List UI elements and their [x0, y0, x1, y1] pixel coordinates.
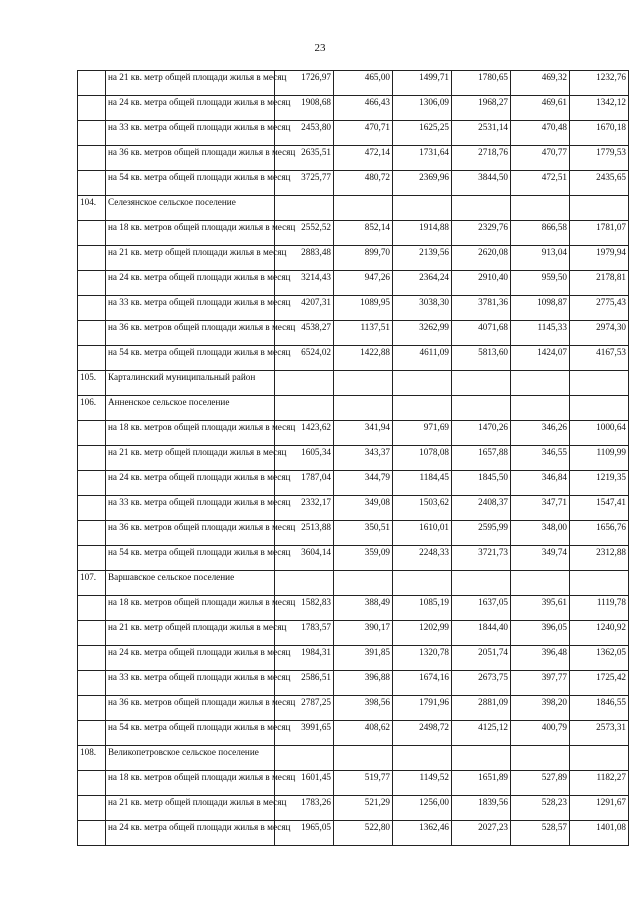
value-cell-1 — [275, 571, 334, 596]
value-cell-2: 472,14 — [334, 146, 393, 171]
area-description: на 24 кв. метра общей площади жилья в месяц — [106, 271, 275, 296]
row-number — [78, 321, 106, 346]
value-cell-1 — [275, 371, 334, 396]
area-description: на 21 кв. метр общей площади жилья в месяц — [106, 246, 275, 271]
value-cell-5 — [511, 396, 570, 421]
area-description: на 18 кв. метров общей площади жилья в месяц — [106, 771, 275, 796]
value-cell-1: 1783,57 — [275, 621, 334, 646]
settlement-name: Карталинский муниципальный район — [106, 371, 275, 396]
value-cell-1: 1605,34 — [275, 446, 334, 471]
value-cell-1: 1984,31 — [275, 646, 334, 671]
row-number — [78, 271, 106, 296]
area-description: на 33 кв. метра общей площади жилья в месяц — [106, 296, 275, 321]
value-cell-4 — [452, 196, 511, 221]
value-cell-4: 3721,73 — [452, 546, 511, 571]
value-cell-4: 2027,23 — [452, 821, 511, 846]
settlement-name: Великопетровское сельское поселение — [106, 746, 275, 771]
settlement-name: Анненское сельское поселение — [106, 396, 275, 421]
value-cell-5: 346,84 — [511, 471, 570, 496]
value-cell-4: 1657,88 — [452, 446, 511, 471]
value-cell-6: 1846,55 — [570, 696, 629, 721]
value-cell-5: 527,89 — [511, 771, 570, 796]
area-description: на 36 кв. метров общей площади жилья в месяц — [106, 146, 275, 171]
value-cell-3 — [393, 571, 452, 596]
value-cell-4 — [452, 571, 511, 596]
value-cell-4: 2531,14 — [452, 121, 511, 146]
value-cell-3: 1078,08 — [393, 446, 452, 471]
table-row — [78, 171, 629, 196]
value-cell-3 — [393, 196, 452, 221]
area-description: на 54 кв. метра общей площади жилья в месяц — [106, 721, 275, 746]
value-cell-6: 1240,92 — [570, 621, 629, 646]
value-cell-3: 1791,96 — [393, 696, 452, 721]
value-cell-3: 1320,78 — [393, 646, 452, 671]
value-cell-2: 344,79 — [334, 471, 393, 496]
table-row — [78, 446, 629, 471]
value-cell-2: 899,70 — [334, 246, 393, 271]
value-cell-6: 1000,64 — [570, 421, 629, 446]
value-cell-5: 398,20 — [511, 696, 570, 721]
settlement-name: Варшавское сельское поселение — [106, 571, 275, 596]
value-cell-5: 528,57 — [511, 821, 570, 846]
value-cell-2: 465,00 — [334, 71, 393, 96]
row-number: 107. — [78, 571, 106, 596]
table-row — [78, 71, 629, 96]
table-row — [78, 321, 629, 346]
value-cell-4: 4071,68 — [452, 321, 511, 346]
row-number: 106. — [78, 396, 106, 421]
value-cell-4: 1637,05 — [452, 596, 511, 621]
value-cell-3: 1610,01 — [393, 521, 452, 546]
value-cell-6: 1362,05 — [570, 646, 629, 671]
value-cell-2: 470,71 — [334, 121, 393, 146]
value-cell-6: 1779,53 — [570, 146, 629, 171]
value-cell-1: 1582,83 — [275, 596, 334, 621]
value-cell-2: 522,80 — [334, 821, 393, 846]
value-cell-5: 346,26 — [511, 421, 570, 446]
value-cell-2 — [334, 571, 393, 596]
value-cell-3: 1362,46 — [393, 821, 452, 846]
area-description: на 24 кв. метра общей площади жилья в месяц — [106, 96, 275, 121]
value-cell-2 — [334, 746, 393, 771]
row-number — [78, 71, 106, 96]
value-cell-1 — [275, 746, 334, 771]
value-cell-6: 1725,42 — [570, 671, 629, 696]
value-cell-6: 2573,31 — [570, 721, 629, 746]
tariff-table — [77, 70, 629, 846]
value-cell-1: 1783,26 — [275, 796, 334, 821]
row-number — [78, 521, 106, 546]
value-cell-1: 2513,88 — [275, 521, 334, 546]
value-cell-2: 349,08 — [334, 496, 393, 521]
value-cell-6 — [570, 746, 629, 771]
area-description: на 24 кв. метра общей площади жилья в месяц — [106, 821, 275, 846]
value-cell-4: 2910,40 — [452, 271, 511, 296]
row-number — [78, 246, 106, 271]
value-cell-1: 1726,97 — [275, 71, 334, 96]
value-cell-4: 2620,08 — [452, 246, 511, 271]
value-cell-1: 4538,27 — [275, 321, 334, 346]
area-description: на 33 кв. метра общей площади жилья в месяц — [106, 121, 275, 146]
value-cell-5: 470,77 — [511, 146, 570, 171]
value-cell-1: 6524,02 — [275, 346, 334, 371]
value-cell-1: 1787,04 — [275, 471, 334, 496]
value-cell-1: 2883,48 — [275, 246, 334, 271]
value-cell-6: 2775,43 — [570, 296, 629, 321]
value-cell-5: 397,77 — [511, 671, 570, 696]
value-cell-6: 1547,41 — [570, 496, 629, 521]
row-number — [78, 496, 106, 521]
value-cell-3 — [393, 371, 452, 396]
table-row — [78, 646, 629, 671]
row-number — [78, 646, 106, 671]
area-description: на 33 кв. метра общей площади жилья в месяц — [106, 496, 275, 521]
table-row — [78, 521, 629, 546]
value-cell-6 — [570, 571, 629, 596]
value-cell-4 — [452, 746, 511, 771]
area-description: на 21 кв. метр общей площади жилья в месяц — [106, 446, 275, 471]
value-cell-1: 1601,45 — [275, 771, 334, 796]
value-cell-3: 1914,88 — [393, 221, 452, 246]
value-cell-5: 528,23 — [511, 796, 570, 821]
row-number — [78, 596, 106, 621]
value-cell-2: 408,62 — [334, 721, 393, 746]
area-description: на 36 кв. метров общей площади жилья в месяц — [106, 521, 275, 546]
table-row — [78, 796, 629, 821]
value-cell-2: 343,37 — [334, 446, 393, 471]
table-row — [78, 146, 629, 171]
table-row — [78, 621, 629, 646]
row-number — [78, 146, 106, 171]
value-cell-5 — [511, 571, 570, 596]
value-cell-2: 359,09 — [334, 546, 393, 571]
value-cell-2: 1089,95 — [334, 296, 393, 321]
table-row — [78, 421, 629, 446]
area-description: на 54 кв. метра общей площади жилья в месяц — [106, 346, 275, 371]
area-description: на 21 кв. метр общей площади жилья в месяц — [106, 71, 275, 96]
area-description: на 36 кв. метров общей площади жилья в месяц — [106, 696, 275, 721]
value-cell-3 — [393, 396, 452, 421]
value-cell-3: 1674,16 — [393, 671, 452, 696]
value-cell-2: 341,94 — [334, 421, 393, 446]
value-cell-5: 1145,33 — [511, 321, 570, 346]
value-cell-2: 1422,88 — [334, 346, 393, 371]
row-number — [78, 621, 106, 646]
table-row — [78, 346, 629, 371]
value-cell-4: 1968,27 — [452, 96, 511, 121]
value-cell-1: 2453,80 — [275, 121, 334, 146]
value-cell-4: 2881,09 — [452, 696, 511, 721]
table-row — [78, 471, 629, 496]
value-cell-5: 469,32 — [511, 71, 570, 96]
row-number — [78, 446, 106, 471]
row-number — [78, 771, 106, 796]
value-cell-5: 470,48 — [511, 121, 570, 146]
table-row — [78, 721, 629, 746]
table-row — [78, 546, 629, 571]
value-cell-4: 1844,40 — [452, 621, 511, 646]
value-cell-4: 2051,74 — [452, 646, 511, 671]
value-cell-1: 3604,14 — [275, 546, 334, 571]
value-cell-5: 349,74 — [511, 546, 570, 571]
value-cell-5: 347,71 — [511, 496, 570, 521]
row-number — [78, 221, 106, 246]
value-cell-6 — [570, 371, 629, 396]
value-cell-1: 2332,17 — [275, 496, 334, 521]
table-row — [78, 671, 629, 696]
value-cell-4: 1470,26 — [452, 421, 511, 446]
value-cell-2: 480,72 — [334, 171, 393, 196]
value-cell-5: 469,61 — [511, 96, 570, 121]
page-number: 23 — [314, 42, 326, 54]
value-cell-3: 2364,24 — [393, 271, 452, 296]
value-cell-1: 2552,52 — [275, 221, 334, 246]
row-number — [78, 121, 106, 146]
table-row — [78, 596, 629, 621]
area-description: на 21 кв. метр общей площади жилья в месяц — [106, 796, 275, 821]
area-description: на 33 кв. метра общей площади жилья в месяц — [106, 671, 275, 696]
value-cell-2: 391,85 — [334, 646, 393, 671]
value-cell-4: 3844,50 — [452, 171, 511, 196]
value-cell-6: 1342,12 — [570, 96, 629, 121]
table-row — [78, 821, 629, 846]
value-cell-1 — [275, 396, 334, 421]
value-cell-1 — [275, 196, 334, 221]
row-number: 108. — [78, 746, 106, 771]
value-cell-6: 1670,18 — [570, 121, 629, 146]
value-cell-6: 4167,53 — [570, 346, 629, 371]
table-row — [78, 121, 629, 146]
value-cell-3: 1149,52 — [393, 771, 452, 796]
table-row-settlement — [78, 571, 629, 596]
row-number — [78, 96, 106, 121]
table-row — [78, 296, 629, 321]
row-number — [78, 471, 106, 496]
table-row-settlement — [78, 196, 629, 221]
value-cell-3: 1499,71 — [393, 71, 452, 96]
row-number — [78, 546, 106, 571]
value-cell-1: 3991,65 — [275, 721, 334, 746]
row-number — [78, 821, 106, 846]
row-number — [78, 721, 106, 746]
area-description: на 24 кв. метра общей площади жилья в месяц — [106, 471, 275, 496]
value-cell-6: 1109,99 — [570, 446, 629, 471]
value-cell-5 — [511, 371, 570, 396]
value-cell-3: 1184,45 — [393, 471, 452, 496]
table-row-settlement — [78, 371, 629, 396]
value-cell-4: 2718,76 — [452, 146, 511, 171]
value-cell-6 — [570, 196, 629, 221]
value-cell-1: 4207,31 — [275, 296, 334, 321]
value-cell-6: 2435,65 — [570, 171, 629, 196]
settlement-name: Селезянское сельское поселение — [106, 196, 275, 221]
value-cell-2: 396,88 — [334, 671, 393, 696]
table-row — [78, 271, 629, 296]
value-cell-1: 1423,62 — [275, 421, 334, 446]
value-cell-6: 2312,88 — [570, 546, 629, 571]
value-cell-5 — [511, 746, 570, 771]
value-cell-5: 1098,87 — [511, 296, 570, 321]
value-cell-2: 1137,51 — [334, 321, 393, 346]
value-cell-3: 2248,33 — [393, 546, 452, 571]
value-cell-6: 1781,07 — [570, 221, 629, 246]
value-cell-5: 866,58 — [511, 221, 570, 246]
value-cell-1: 1908,68 — [275, 96, 334, 121]
value-cell-5: 1424,07 — [511, 346, 570, 371]
value-cell-2: 519,77 — [334, 771, 393, 796]
area-description: на 54 кв. метра общей площади жилья в месяц — [106, 546, 275, 571]
tariff-table-body — [78, 71, 629, 846]
value-cell-2 — [334, 196, 393, 221]
row-number — [78, 296, 106, 321]
value-cell-2: 466,43 — [334, 96, 393, 121]
value-cell-4: 1845,50 — [452, 471, 511, 496]
value-cell-1: 2787,25 — [275, 696, 334, 721]
value-cell-3: 1256,00 — [393, 796, 452, 821]
value-cell-1: 3725,77 — [275, 171, 334, 196]
value-cell-4: 2408,37 — [452, 496, 511, 521]
value-cell-4: 2329,76 — [452, 221, 511, 246]
value-cell-6: 1219,35 — [570, 471, 629, 496]
value-cell-3: 971,69 — [393, 421, 452, 446]
value-cell-5: 400,79 — [511, 721, 570, 746]
area-description: на 24 кв. метра общей площади жилья в месяц — [106, 646, 275, 671]
value-cell-4 — [452, 396, 511, 421]
value-cell-5 — [511, 196, 570, 221]
value-cell-5: 472,51 — [511, 171, 570, 196]
value-cell-5: 346,55 — [511, 446, 570, 471]
value-cell-3: 4611,09 — [393, 346, 452, 371]
value-cell-6: 1291,67 — [570, 796, 629, 821]
area-description: на 18 кв. метров общей площади жилья в месяц — [106, 596, 275, 621]
value-cell-6: 2974,30 — [570, 321, 629, 346]
table-row — [78, 771, 629, 796]
value-cell-3 — [393, 746, 452, 771]
value-cell-5: 396,48 — [511, 646, 570, 671]
value-cell-1: 2635,51 — [275, 146, 334, 171]
row-number — [78, 671, 106, 696]
area-description: на 18 кв. метров общей площади жилья в месяц — [106, 221, 275, 246]
value-cell-6: 1119,78 — [570, 596, 629, 621]
table-row-settlement — [78, 396, 629, 421]
value-cell-5: 913,04 — [511, 246, 570, 271]
value-cell-4 — [452, 371, 511, 396]
value-cell-2: 521,29 — [334, 796, 393, 821]
row-number: 104. — [78, 196, 106, 221]
value-cell-4: 3781,36 — [452, 296, 511, 321]
value-cell-3: 2369,96 — [393, 171, 452, 196]
value-cell-6: 1182,27 — [570, 771, 629, 796]
value-cell-6: 2178,81 — [570, 271, 629, 296]
area-description: на 36 кв. метров общей площади жилья в месяц — [106, 321, 275, 346]
area-description: на 21 кв. метр общей площади жилья в месяц — [106, 621, 275, 646]
value-cell-6: 1232,76 — [570, 71, 629, 96]
value-cell-4: 1780,65 — [452, 71, 511, 96]
value-cell-4: 5813,60 — [452, 346, 511, 371]
value-cell-4: 2673,75 — [452, 671, 511, 696]
value-cell-5: 395,61 — [511, 596, 570, 621]
value-cell-1: 2586,51 — [275, 671, 334, 696]
value-cell-3: 1731,64 — [393, 146, 452, 171]
value-cell-1: 3214,43 — [275, 271, 334, 296]
value-cell-3: 1306,09 — [393, 96, 452, 121]
value-cell-1: 1965,05 — [275, 821, 334, 846]
value-cell-3: 2139,56 — [393, 246, 452, 271]
value-cell-4: 1839,56 — [452, 796, 511, 821]
table-row — [78, 96, 629, 121]
value-cell-2: 388,49 — [334, 596, 393, 621]
value-cell-5: 348,00 — [511, 521, 570, 546]
value-cell-5: 959,50 — [511, 271, 570, 296]
row-number — [78, 421, 106, 446]
value-cell-4: 1651,89 — [452, 771, 511, 796]
value-cell-4: 4125,12 — [452, 721, 511, 746]
area-description: на 54 кв. метра общей площади жилья в месяц — [106, 171, 275, 196]
value-cell-2 — [334, 396, 393, 421]
value-cell-2: 947,26 — [334, 271, 393, 296]
value-cell-2: 398,56 — [334, 696, 393, 721]
value-cell-2: 350,51 — [334, 521, 393, 546]
row-number — [78, 696, 106, 721]
value-cell-6: 1401,08 — [570, 821, 629, 846]
row-number: 105. — [78, 371, 106, 396]
value-cell-3: 1085,19 — [393, 596, 452, 621]
table-row — [78, 496, 629, 521]
row-number — [78, 346, 106, 371]
value-cell-2: 390,17 — [334, 621, 393, 646]
value-cell-3: 1202,99 — [393, 621, 452, 646]
value-cell-3: 1625,25 — [393, 121, 452, 146]
row-number — [78, 796, 106, 821]
table-row — [78, 246, 629, 271]
table-row — [78, 221, 629, 246]
value-cell-2 — [334, 371, 393, 396]
value-cell-3: 2498,72 — [393, 721, 452, 746]
value-cell-6: 1656,76 — [570, 521, 629, 546]
value-cell-6: 1979,94 — [570, 246, 629, 271]
value-cell-4: 2595,99 — [452, 521, 511, 546]
value-cell-3: 1503,62 — [393, 496, 452, 521]
value-cell-3: 3038,30 — [393, 296, 452, 321]
value-cell-5: 396,05 — [511, 621, 570, 646]
value-cell-3: 3262,99 — [393, 321, 452, 346]
table-row-settlement — [78, 746, 629, 771]
table-row — [78, 696, 629, 721]
area-description: на 18 кв. метров общей площади жилья в месяц — [106, 421, 275, 446]
value-cell-6 — [570, 396, 629, 421]
value-cell-2: 852,14 — [334, 221, 393, 246]
row-number — [78, 171, 106, 196]
